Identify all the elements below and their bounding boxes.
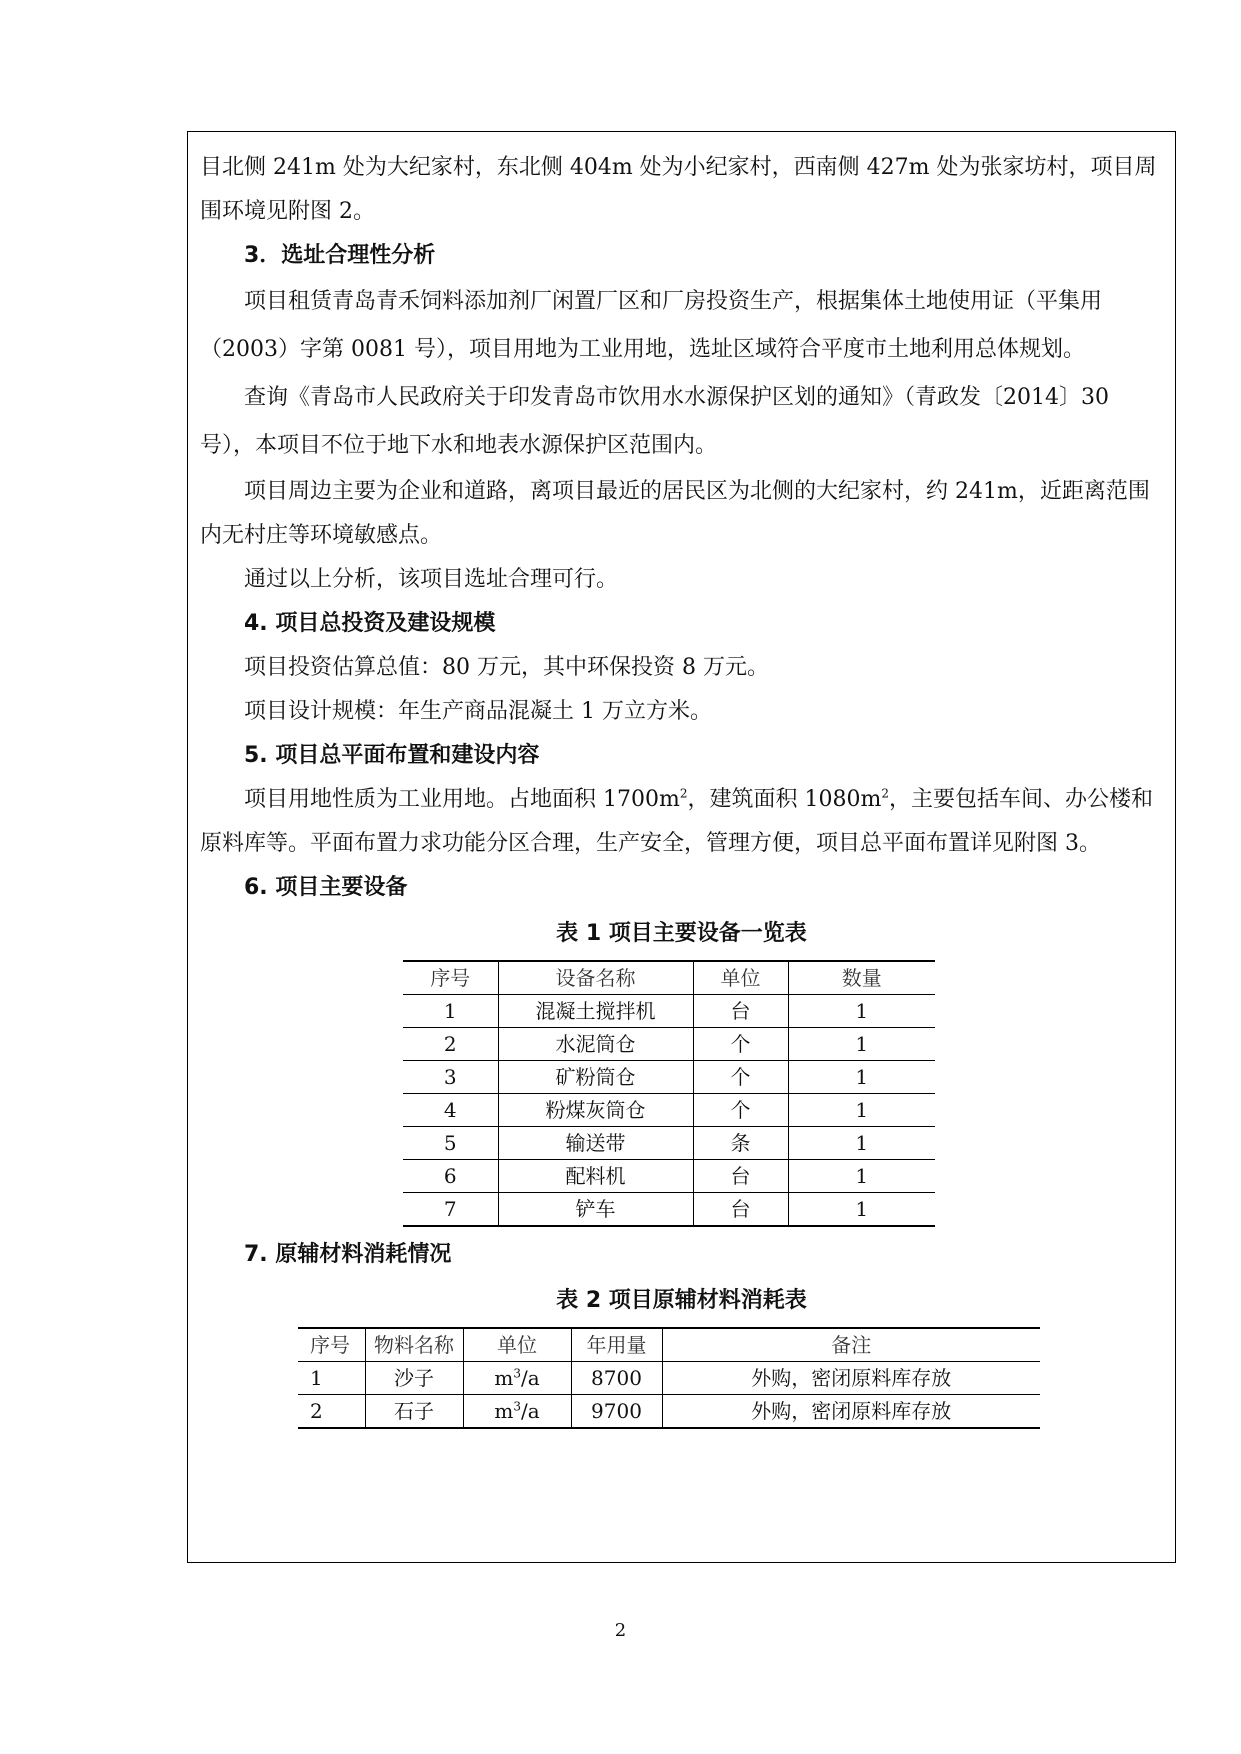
- table-cell: 1: [788, 1160, 935, 1193]
- paragraph-scale: 项目设计规模：年生产商品混凝土 1 万立方米。: [244, 699, 712, 724]
- table-cell: 1: [788, 1028, 935, 1061]
- table-cell: 输送带: [498, 1127, 693, 1160]
- paragraph-site-lease: 项目租赁青岛青禾饲料添加剂厂闲置厂区和厂房投资生产，根据集体土地使用证（平集用（2003）字第 0081 号），项目用地为工业用地，选址区域符合平度市土地利用总体规划。: [200, 289, 1103, 362]
- table-row: [403, 995, 935, 1028]
- table-cell: 条: [693, 1127, 788, 1160]
- table-cell: 1: [788, 1094, 935, 1127]
- unit-text: /a: [520, 1399, 540, 1423]
- page-number: 2: [614, 1620, 627, 1641]
- unit-text: m: [494, 1366, 514, 1390]
- table-cell: 铲车: [498, 1193, 693, 1227]
- paragraph-water-source: 查询《青岛市人民政府关于印发青岛市饮用水水源保护区划的通知》（青政发〔2014〕30 号），本项目不位于地下水和地表水源保护区范围内。: [200, 385, 1109, 458]
- table-cell: 个: [693, 1061, 788, 1094]
- table-row: [403, 1193, 935, 1227]
- table-cell: 1: [788, 995, 935, 1028]
- header-cell: 年用量: [571, 1328, 662, 1362]
- header-cell: 单位: [463, 1328, 571, 1362]
- table-row: [403, 1028, 935, 1061]
- heading-layout: 5. 项目总平面布置和建设内容: [244, 743, 540, 768]
- materials-table: [298, 1327, 1040, 1429]
- table-cell: 台: [693, 1160, 788, 1193]
- unit-superscript: 3: [513, 1366, 521, 1381]
- paragraph-nearest-residents: 项目周边主要为企业和道路，离项目最近的居民区为北侧的大纪家村，约 241m，近距离范围内无村庄等环境敏感点。: [200, 479, 1150, 548]
- header-cell: 单位: [693, 961, 788, 995]
- table-cell: 9700: [571, 1395, 662, 1429]
- header-cell: 序号: [298, 1328, 365, 1362]
- unit-text: m: [494, 1399, 514, 1423]
- table-cell: 5: [403, 1127, 498, 1160]
- table-cell: 4: [403, 1094, 498, 1127]
- table-cell: 1: [788, 1193, 935, 1227]
- table-cell: 1: [403, 995, 498, 1028]
- table-cell: 石子: [365, 1395, 463, 1429]
- layout-text-2: ，建筑面积 1080m: [687, 787, 882, 812]
- table-cell: 1: [298, 1362, 365, 1395]
- paragraph-conclusion: 通过以上分析，该项目选址合理可行。: [244, 567, 619, 592]
- table-cell: 1: [788, 1061, 935, 1094]
- table-row: [403, 1160, 935, 1193]
- table-cell: 粉煤灰筒仓: [498, 1094, 693, 1127]
- table-cell: 外购，密闭原料库存放: [662, 1362, 1040, 1395]
- table-cell: 6: [403, 1160, 498, 1193]
- table-cell: [463, 1362, 571, 1395]
- paragraph-layout: [200, 778, 1163, 866]
- superscript-2: 2: [679, 786, 688, 801]
- header-cell: 物料名称: [365, 1328, 463, 1362]
- table-row: [403, 1094, 935, 1127]
- table-cell: 台: [693, 995, 788, 1028]
- header-cell: 设备名称: [498, 961, 693, 995]
- table-cell: 个: [693, 1094, 788, 1127]
- heading-materials: 7. 原辅材料消耗情况: [244, 1242, 452, 1267]
- paragraph-surroundings: 目北侧 241m 处为大纪家村，东北侧 404m 处为小纪家村，西南侧 427m 处为张家坊村，项目周围环境见附图 2。: [200, 155, 1157, 224]
- heading-investment: 4. 项目总投资及建设规模: [244, 611, 496, 636]
- table-cell: 配料机: [498, 1160, 693, 1193]
- heading-equipment: 6. 项目主要设备: [244, 875, 408, 900]
- table-row: [298, 1362, 1040, 1395]
- table-header-row: [298, 1328, 1040, 1362]
- table-cell: [463, 1395, 571, 1429]
- table-cell: 个: [693, 1028, 788, 1061]
- table-cell: 混凝土搅拌机: [498, 995, 693, 1028]
- table-cell: 7: [403, 1193, 498, 1227]
- superscript-2: 2: [881, 786, 889, 801]
- table-cell: 外购，密闭原料库存放: [662, 1395, 1040, 1429]
- header-cell: 序号: [403, 961, 498, 995]
- equipment-table: [403, 960, 935, 1227]
- table1-caption: 表 1 项目主要设备一览表: [556, 921, 807, 946]
- paragraph-investment: 项目投资估算总值：80 万元，其中环保投资 8 万元。: [244, 655, 769, 680]
- table-cell: 3: [403, 1061, 498, 1094]
- unit-superscript: 3: [513, 1399, 521, 1414]
- header-cell: 备注: [662, 1328, 1040, 1362]
- table2-caption: 表 2 项目原辅材料消耗表: [556, 1288, 807, 1313]
- table-row: [403, 1127, 935, 1160]
- page-content: [200, 146, 1163, 1429]
- table-header-row: [403, 961, 935, 995]
- table-cell: 沙子: [365, 1362, 463, 1395]
- content-frame: [187, 131, 1176, 1563]
- layout-text-1: 项目用地性质为工业用地。占地面积 1700m: [244, 787, 680, 812]
- heading-site-analysis: 3．选址合理性分析: [244, 243, 436, 268]
- table-row: [298, 1395, 1040, 1429]
- unit-text: /a: [520, 1366, 540, 1390]
- table-cell: 矿粉筒仓: [498, 1061, 693, 1094]
- table-cell: 水泥筒仓: [498, 1028, 693, 1061]
- table-cell: 2: [403, 1028, 498, 1061]
- table-cell: 2: [298, 1395, 365, 1429]
- layout-text-3: ，主要包括车间、办公楼和原料库等。平面布置力求功能分区合理，生产安全，管理方便，项目总平面布置详见附图 3。: [200, 787, 1153, 856]
- table-cell: 台: [693, 1193, 788, 1227]
- header-cell: 数量: [788, 961, 935, 995]
- table-cell: 1: [788, 1127, 935, 1160]
- table-row: [403, 1061, 935, 1094]
- table-cell: 8700: [571, 1362, 662, 1395]
